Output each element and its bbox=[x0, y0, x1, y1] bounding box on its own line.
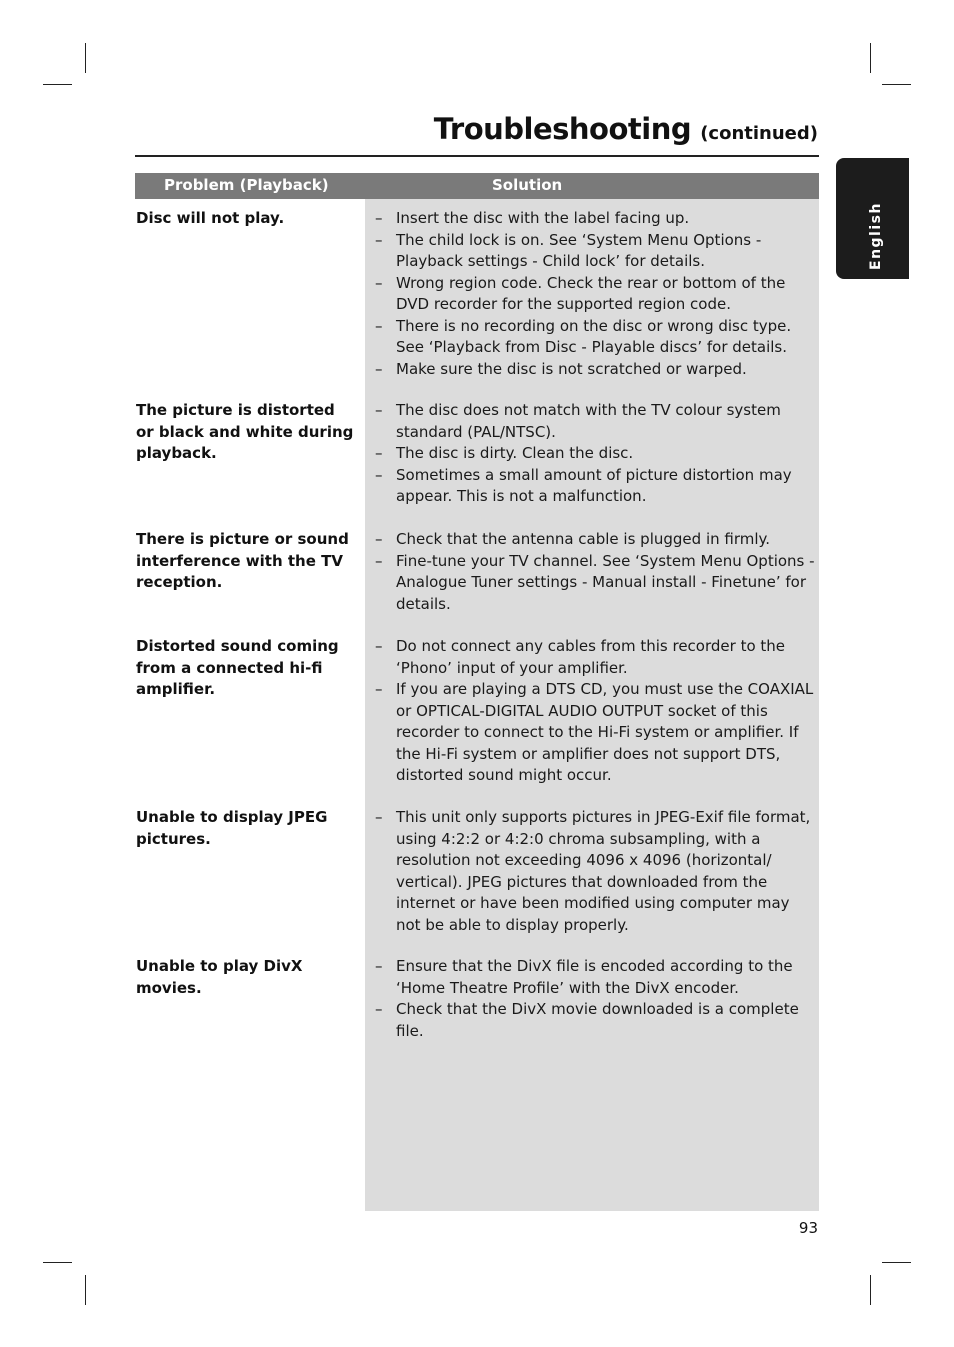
dash-bullet: – bbox=[375, 1000, 383, 1018]
dash-bullet: – bbox=[375, 316, 383, 335]
solution-item: – The disc is dirty. Clean the disc. bbox=[375, 443, 815, 465]
problem-text: Disc will not play. bbox=[136, 209, 285, 227]
problem-text: Unable to display JPEG pictures. bbox=[136, 808, 328, 848]
page-number: 93 bbox=[798, 1219, 818, 1237]
crop-mark bbox=[43, 1262, 72, 1263]
dash-bullet: – bbox=[375, 957, 383, 975]
dash-bullet: – bbox=[375, 551, 383, 570]
crop-mark bbox=[85, 43, 86, 73]
dash-bullet: – bbox=[375, 444, 383, 462]
page-title-suffix: (continued) bbox=[700, 123, 818, 144]
language-tab bbox=[836, 158, 909, 279]
solution-item: – This unit only supports pictures in JPEG-Exif file format, using 4:2:2 or 4:2:0 chroma subsampling, with a resolution not exceeding 4096 x 4096 (horizontal/ vertical). JPEG pictures that downloaded from the internet or have been modified using computer may not be able to display properly. bbox=[375, 808, 811, 934]
dash-bullet: – bbox=[375, 465, 383, 484]
crop-mark bbox=[882, 1262, 911, 1263]
solution-item: – Do not connect any cables from this recorder to the ‘Phono’ input of your amplifier. bbox=[375, 637, 786, 677]
solution-item: – Fine-tune your TV channel. See ‘System Menu Options - Analogue Tuner settings - Manual install - Finetune’ for details. bbox=[375, 551, 815, 613]
crop-mark bbox=[43, 84, 72, 85]
dash-bullet: – bbox=[375, 530, 383, 548]
crop-mark bbox=[870, 1275, 871, 1305]
solution-item: – Sometimes a small amount of picture distortion may appear. This is not a malfunction. bbox=[375, 465, 792, 505]
solution-list bbox=[375, 807, 815, 936]
dash-bullet: – bbox=[375, 401, 383, 419]
problem-text: There is picture or sound interference with the TV reception. bbox=[136, 530, 349, 591]
page-title bbox=[434, 112, 818, 146]
crop-mark bbox=[882, 84, 911, 85]
solution-item: – The child lock is on. See ‘System Menu Options - Playback settings - Child lock’ for details. bbox=[375, 230, 762, 270]
solution-list bbox=[375, 400, 815, 508]
problem-text: The picture is distorted or black and white during playback. bbox=[136, 401, 354, 462]
dash-bullet: – bbox=[375, 680, 383, 698]
page-title-main: Troubleshooting bbox=[433, 112, 692, 146]
table-header bbox=[135, 173, 819, 199]
solution-list bbox=[375, 636, 815, 787]
solution-item: – Insert the disc with the label facing up. bbox=[375, 208, 815, 230]
header-solution: Solution bbox=[492, 176, 563, 194]
dash-bullet: – bbox=[375, 209, 383, 227]
solution-item: – The disc does not match with the TV colour system standard (PAL/NTSC). bbox=[375, 401, 781, 441]
solution-list bbox=[375, 529, 815, 615]
crop-mark bbox=[870, 43, 871, 73]
solution-item: – Wrong region code. Check the rear or bottom of the DVD recorder for the supported region code. bbox=[375, 273, 786, 313]
solution-item: – Check that the DivX movie downloaded is a complete file. bbox=[375, 1000, 799, 1040]
dash-bullet: – bbox=[375, 637, 383, 655]
solution-item: – Check that the antenna cable is plugged in firmly. bbox=[375, 529, 815, 551]
dash-bullet: – bbox=[375, 273, 383, 292]
solution-item: – If you are playing a DTS CD, you must use the COAXIAL or OPTICAL-DIGITAL AUDIO OUTPUT socket of this recorder to connect to the Hi-Fi system or amplifier. If the Hi-Fi system or amplifier does not support DTS, distorted sound might occur. bbox=[375, 680, 814, 784]
dash-bullet: – bbox=[375, 808, 383, 826]
dash-bullet: – bbox=[375, 230, 383, 249]
language-tab-label: English bbox=[868, 202, 884, 270]
solution-item: – Make sure the disc is not scratched or warped. bbox=[375, 359, 815, 381]
solution-list bbox=[375, 208, 815, 380]
problem-text: Distorted sound coming from a connected hi-fi amplifier. bbox=[136, 637, 339, 698]
solution-list bbox=[375, 956, 815, 1042]
solution-item: – Ensure that the DivX file is encoded according to the ‘Home Theatre Profile’ with the DivX encoder. bbox=[375, 957, 793, 997]
dash-bullet: – bbox=[375, 359, 383, 378]
solution-item: – There is no recording on the disc or wrong disc type. See ‘Playback from Disc - Playable discs’ for details. bbox=[375, 316, 792, 356]
crop-mark bbox=[85, 1275, 86, 1305]
header-problem: Problem (Playback) bbox=[164, 176, 329, 194]
title-rule bbox=[135, 155, 819, 157]
problem-text: Unable to play DivX movies. bbox=[136, 957, 303, 997]
